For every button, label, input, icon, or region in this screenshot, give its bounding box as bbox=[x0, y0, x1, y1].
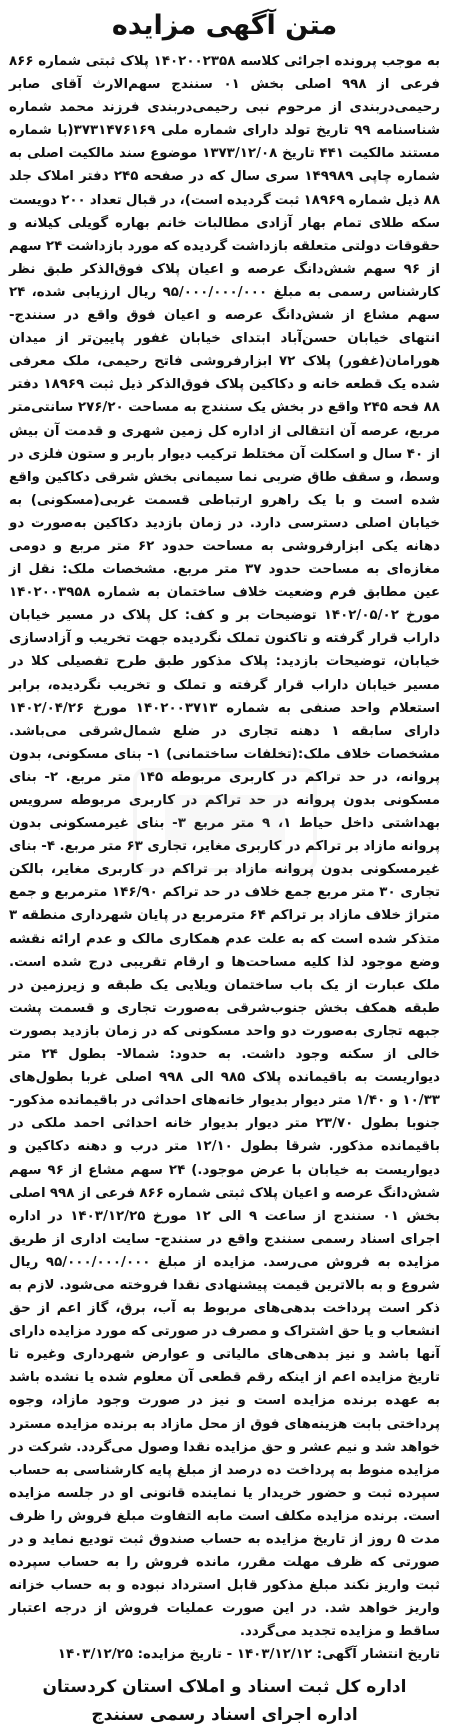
notice-paragraph: به موجب پرونده اجرائی کلاسه ۱۴۰۲۰۰۲۳۵۸ پلاک ثبتی شماره ۸۶۶ فرعی از ۹۹۸ اصلی بخش ۰۱ سنندج سهم‌الارث آقای صابر رحیمی‌دربندی از مرحوم نبی رحیمی‌دربندی فرزند محمد شماره شناسنامه ۹۹ تاریخ تولد دارای شماره ملی ۳۷۳۱۴۷۶۱۶۹(با شماره مستند مالکیت ۴۴۱ تاریخ ۱۳۷۳/۱۲/۰۸ موضوع سند مالکیت اصلی به شماره چاپی ۱۴۹۹۸۹ سری سال که در صفحه ۲۴۵ دفتر املاک جلد ۸۸ ذیل شماره ۱۸۹۶۹ ثبت گردیده است)، در قبال تعداد ۲۰۰ دویست سکه طلای تمام بهار آزادی مطالبات خانم بهاره گویلی کیلانه و حقوقات دولتی متعلقه بازداشت گردیده که مورد بازداشت ۲۴ سهم از ۹۶ سهم شش‌دانگ عرصه و اعیان پلاک فوق‌الذکر طبق نظر کارشناس رسمی به مبلغ ۹۵/۰۰۰/۰۰۰/۰۰۰ ریال ارزیابی شده، ۲۴ سهم مشاع از شش‌دانگ عرصه و اعیان فوق واقع در سنندج- انتهای خیابان حسن‌آباد ابتدای خیابان غفور پایین‌تر از میدان هورامان(غفور) پلاک ۷۲ ابزارفروشی فاتح رحیمی، ملک معرفی شده یک قطعه خانه و دکاکین پلاک فوق‌الذکر ذیل ثبت ۱۸۹۶۹ دفتر ۸۸ فحه ۲۴۵ واقع در بخش یک سنندج به مساحت ۲۷۶/۲۰ سانتی‌متر مربع، عرصه آن انتقالی از اداره کل زمین شهری و قدمت آن بیش از ۴۰ سال و اسکلت آن مختلط ترکیب دیوار باربر و ستون فلزی در وسط، و سقف طاق ضربی نما سیمانی بخش شرقی دکاکین واقع شده است و با یک راهرو ارتباطی قسمت غربی(مسکونی) به خیابان اصلی دسترسی دارد. در زمان بازدید دکاکین به‌صورت دو دهانه یکی ابزارفروشی به مساحت حدود ۶۲ متر مربع و دومی مغازه‌ای به مساحت حدود ۳۷ متر مربع. مشخصات ملک: نقل از عین مطابق فرم وضعیت خلاف ساختمان به شماره ۱۴۰۲۰۰۳۹۵۸ مورخ ۱۴۰۲/۰۵/۰۲ توضیحات بر و کف: کل پلاک در مسیر خیابان داراب قرار گرفته و تاکنون تملک نگردیده جهت تخریب و آزادسازی خیابان، توضیحات بازدید: پلاک مذکور طبق طرح تفصیلی کلا در مسیر خیابان داراب قرار گرفته و تملک و تخریب نگردیده، برابر استعلام واحد صنفی به شماره ۱۴۰۲۰۰۳۷۱۳ مورخ ۱۴۰۲/۰۴/۲۶ دارای سابقه ۱ دهنه تجاری در ضلع شمال‌شرقی می‌باشد. مشخصات خلاف ملک:(تخلفات ساختمانی) ۱- بنای مسکونی، بدون پروانه، در حد تراکم در کاربری مربوطه ۱۴۵ متر مربع. ۲- بنای مسکونی بدون پروانه در حد تراکم در کاربری مربوطه سرویس بهداشتی داخل حیاط ۱، ۹ متر مربع ۳- بنای غیرمسکونی بدون پروانه مازاد بر تراکم در کاربری مغایر، تجاری ۶۳ متر مربع. ۴- بنای غیرمسکونی بدون پروانه مازاد بر تراکم در کاربری مغایر، بالکن تجاری ۳۰ متر مربع جمع خلاف در حد تراکم ۱۴۶/۹۰ مترمربع و جمع متراژ خلاف مازاد بر تراکم ۶۴ مترمربع در پایان شهرداری منطقه ۳ متذکر شده است که به علت عدم همکاری مالک و عدم ارائه نقشه وضع موجود لذا کلیه مساحت‌ها و ارقام تقریبی درج شده است. ملک عبارت از یک باب ساختمان ویلایی یک طبقه و زیرزمین در طبقه همکف بخش جنوب‌شرقی به‌صورت تجاری و قسمت پشت جبهه تجاری به‌صورت دو واحد مسکونی که در زمان بازدید بصورت خالی از سکنه وجود داشت. به حدود: شمالا- بطول ۲۴ متر دیواریست به باقیمانده پلاک ۹۸۵ الی ۹۹۸ اصلی غربا بطول‌های ۱۰/۳۳ و ۱/۴۰ متر دیوار بدیوار خانه‌های احداثی در باقیمانده مذکور- جنوبا بطول ۲۳/۷۰ متر دیوار بدیوار خانه احداثی احمد ملکی در باقیمانده مذکور. شرقا بطول ۱۲/۱۰ متر درب و دهنه دکاکین و دیواریست به خیابان با عرض موجود.) ۲۴ سهم مشاع از ۹۶ سهم شش‌دانگ عرصه و اعیان پلاک ثبتی شماره ۸۶۶ فرعی از ۹۹۸ اصلی بخش ۰۱ سنندج از ساعت ۹ الی ۱۲ مورخ ۱۴۰۳/۱۲/۲۵ در اداره اجرای اسناد رسمی سنندج واقع در سنندج- سایت اداری از طریق مزایده به فروش می‌رسد. مزایده از مبلغ ۹۵/۰۰۰/۰۰۰/۰۰۰ ریال شروع و به بالاترین قیمت پیشنهادی نقدا فروخته می‌شود. لازم به ذکر است پرداخت بدهی‌های مربوط به آب، برق، گاز اعم از حق انشعاب و یا حق اشتراک و مصرف در صورتی که مورد مزایده دارای آنها باشد و نیز بدهی‌های مالیاتی و عوارض شهرداری وغیره تا تاریخ مزایده اعم از اینکه رقم قطعی آن معلوم شده یا نشده باشد به عهده برنده مزایده است و نیز در صورت وجود مازاد، وجوه پرداختی بابت هزینه‌های فوق از محل مازاد به برنده مزایده مسترد خواهد شد و نیم عشر و حق مزایده نقدا وصول می‌گردد. شرکت در مزایده منوط به پرداخت ده درصد از مبلغ پایه کارشناسی به حساب سپرده ثبت و حضور خریدار یا نماینده قانونی او در جلسه مزایده است. برنده مزایده مکلف است مابه التفاوت مبلغ فروش را ظرف مدت ۵ روز از تاریخ مزایده به حساب صندوق ثبت تودیع نماید و در صورتی که ظرف مهلت مقرر، مانده فروش را به حساب سپرده ثبت واریز نکند مبلغ مذکور قابل استرداد نبوده و به حساب خزانه واریز خواهد شد. در این صورت عملیات فروش از درجه اعتبار ساقط و مزایده تجدید می‌گردد. bbox=[9, 54, 441, 1640]
notice-footer bbox=[9, 1673, 440, 1729]
notice-body bbox=[9, 50, 440, 1643]
footer-department: اداره اجرای اسناد رسمی سنندج bbox=[91, 1704, 358, 1725]
notice-dates: تاریخ انتشار آگهی: ۱۴۰۳/۱۲/۱۲ - تاریخ مزایده: ۱۴۰۳/۱۲/۲۵ bbox=[57, 1647, 440, 1663]
footer-organization: اداره کل ثبت اسناد و املاک استان کردستان bbox=[42, 1676, 407, 1697]
notice-title: متن آگهی مزایده bbox=[111, 10, 338, 41]
